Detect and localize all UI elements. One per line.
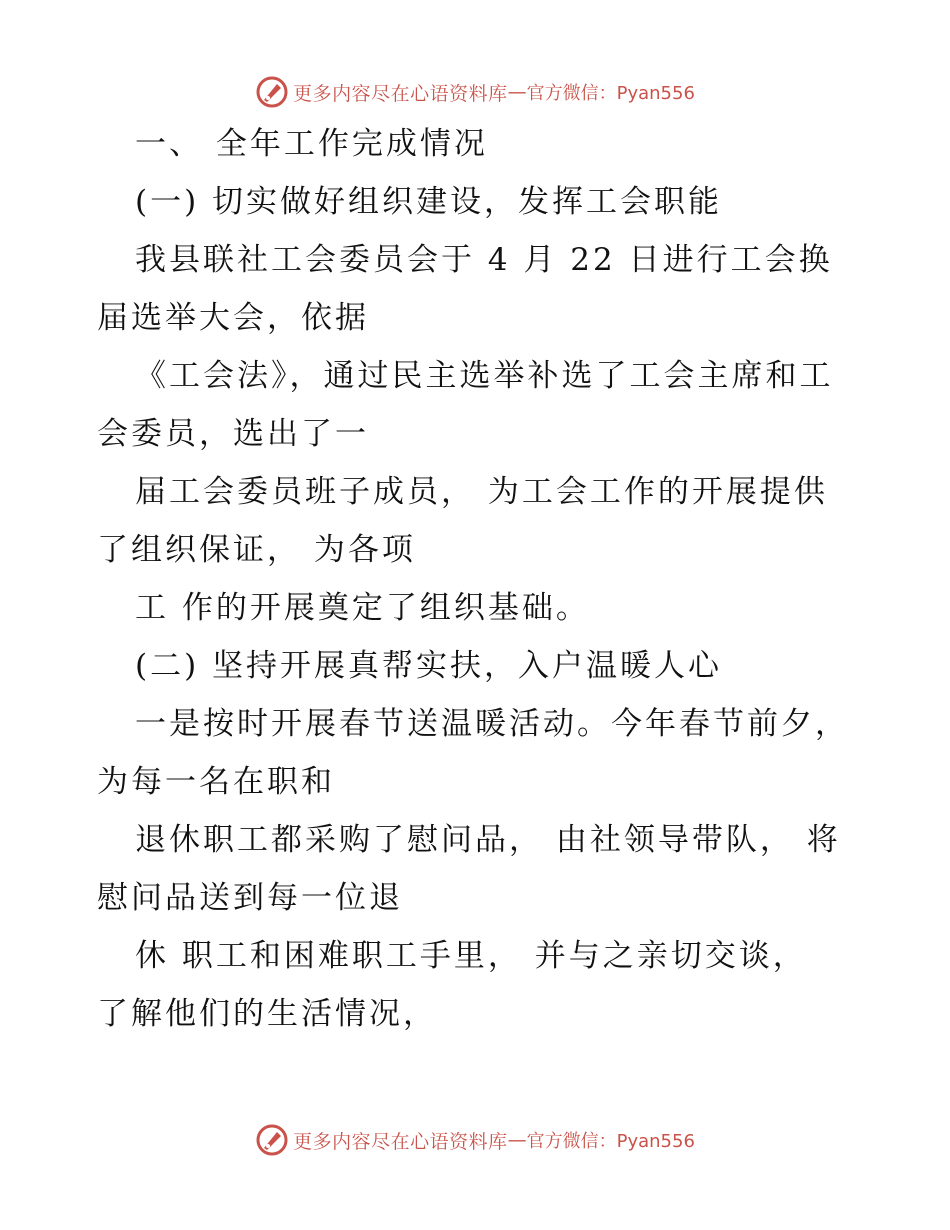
text-line: 届选举大会，依据 (97, 300, 369, 336)
text-line: 一是按时开展春节送温暖活动。今年春节前夕， (135, 706, 849, 742)
text-line: 慰问品送到每一位退 (97, 880, 403, 916)
pen-nib-circle-icon (255, 75, 289, 109)
watermark-brand: 更多内容尽在心语资料库 (293, 82, 508, 105)
text-line: (一) 切实做好组织建设，发挥工会职能 (135, 184, 723, 220)
text-line: 《工会法》，通过民主选举补选了工会主席和工 (135, 358, 834, 394)
document-body (97, 115, 857, 1043)
text-line: 我县联社工会委员会于 4 月 22 日进行工会换 (135, 242, 833, 278)
text-line: 一、 全年工作完成情况 (135, 126, 488, 162)
pen-nib-circle-icon (255, 1123, 289, 1157)
text-line: 为每一名在职和 (97, 764, 335, 800)
watermark-separator: — (507, 81, 527, 103)
text-line: (二) 坚持开展真帮实扶，入户温暖人心 (135, 648, 723, 684)
text-line: 工 作的开展奠定了组织基础。 (135, 590, 590, 626)
text-line: 休 职工和困难职工手里， 并与之亲切交谈， (135, 938, 807, 974)
text-line: 了解他们的生活情况， (97, 996, 437, 1032)
watermark-contact: 官方微信：Pyan556 (526, 1131, 695, 1152)
watermark-separator: — (507, 1129, 527, 1151)
footer-watermark (0, 1120, 950, 1160)
text-line: 届工会委员班子成员， 为工会工作的开展提供 (135, 474, 828, 510)
text-line: 了组织保证， 为各项 (97, 532, 416, 568)
watermark-contact: 官方微信：Pyan556 (526, 83, 695, 104)
text-line: 会委员，选出了一 (97, 416, 369, 452)
header-watermark (0, 72, 950, 112)
text-line: 退休职工都采购了慰问品， 由社领导带队， 将 (135, 822, 841, 858)
watermark-brand: 更多内容尽在心语资料库 (293, 1130, 508, 1153)
